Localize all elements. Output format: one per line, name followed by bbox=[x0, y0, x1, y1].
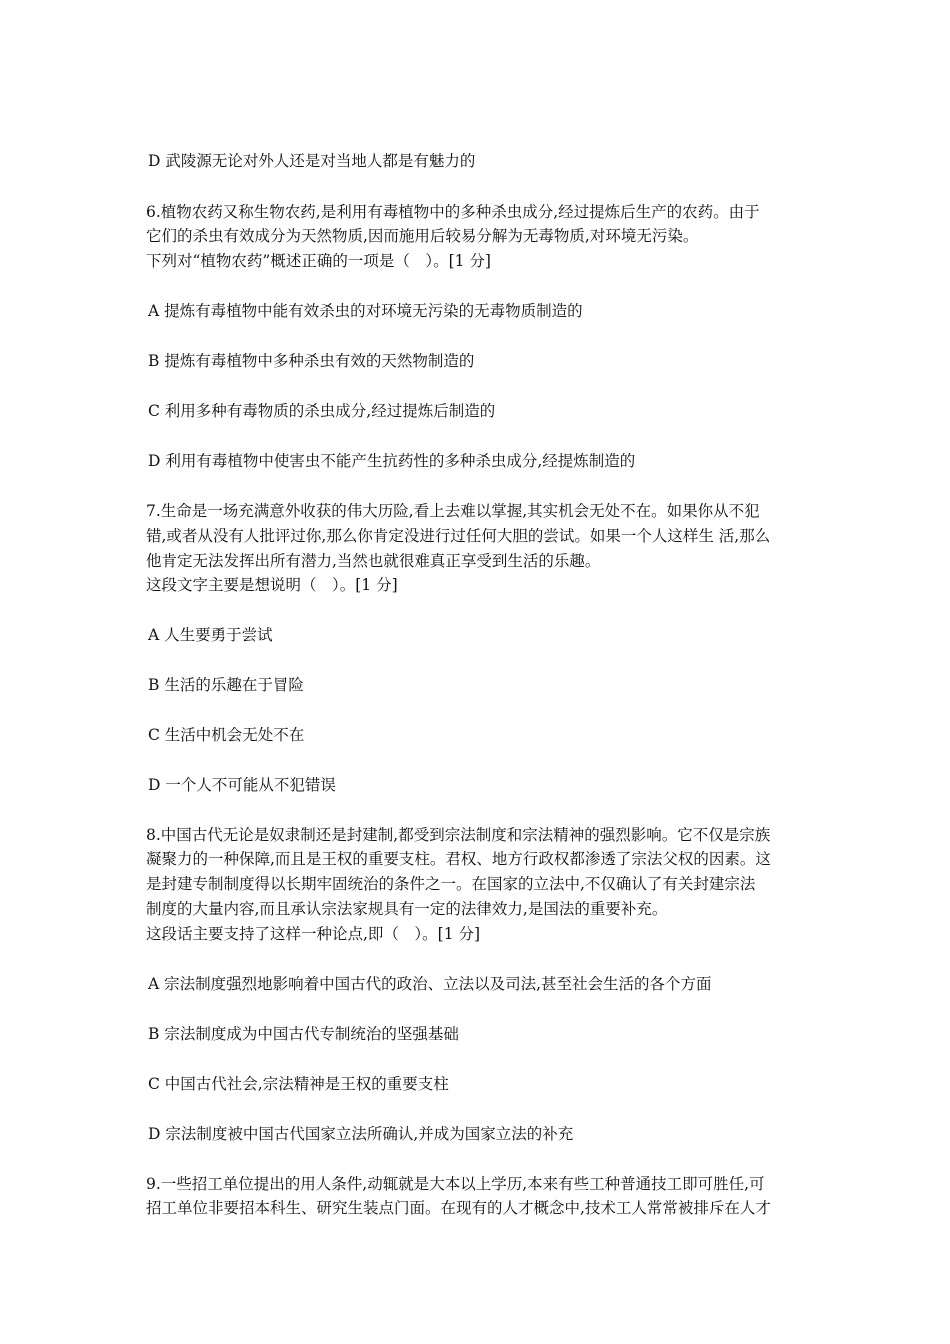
q7-option-a: A 人生要勇于尝试 bbox=[148, 626, 273, 644]
q7-option-b: B 生活的乐趣在于冒险 bbox=[148, 676, 304, 694]
q7-stem-line-2: 错,或者从没有人批评过你,那么你肯定没进行过任何大胆的尝试。如果一个人这样生 活,那么 bbox=[146, 527, 771, 545]
q8-stem-line-1: 8.中国古代无论是奴隶制还是封建制,都受到宗法制度和宗法精神的强烈影响。它不仅是宗族 bbox=[146, 826, 771, 844]
q8-stem-line-5: 这段话主要支持了这样一种论点,即（ ）。[1 分] bbox=[146, 925, 481, 943]
q8-stem-line-4: 制度的大量内容,而且承认宗法家规具有一定的法律效力,是国法的重要补充。 bbox=[146, 900, 668, 918]
q6-option-d: D 利用有毒植物中使害虫不能产生抗药性的多种杀虫成分,经提炼制造的 bbox=[148, 452, 636, 470]
q6-option-c: C 利用多种有毒物质的杀虫成分,经过提炼后制造的 bbox=[148, 402, 496, 420]
q7-option-c: C 生活中机会无处不在 bbox=[148, 726, 305, 744]
q6-option-a: A 提炼有毒植物中能有效杀虫的对环境无污染的无毒物质制造的 bbox=[148, 302, 583, 320]
q8-option-c: C 中国古代社会,宗法精神是王权的重要支柱 bbox=[148, 1075, 449, 1093]
q8-stem-line-3: 是封建专制制度得以长期牢固统治的条件之一。在国家的立法中,不仅确认了有关封建宗法 bbox=[146, 875, 756, 893]
q8-option-d: D 宗法制度被中国古代国家立法所确认,并成为国家立法的补充 bbox=[148, 1125, 574, 1143]
q6-stem-line-1: 6.植物农药又称生物农药,是利用有毒植物中的多种杀虫成分,经过提炼后生产的农药。由于 bbox=[146, 203, 760, 221]
q8-stem-line-2: 凝聚力的一种保障,而且是王权的重要支柱。君权、地方行政权都渗透了宗法父权的因素。这 bbox=[146, 850, 771, 868]
q8-option-b: B 宗法制度成为中国古代专制统治的坚强基础 bbox=[148, 1025, 459, 1043]
q7-stem-line-3: 他肯定无法发挥出所有潜力,当然也就很难真正享受到生活的乐趣。 bbox=[146, 552, 601, 570]
q5-option-d: D 武陵源无论对外人还是对当地人都是有魅力的 bbox=[148, 152, 476, 170]
q8-option-a: A 宗法制度强烈地影响着中国古代的政治、立法以及司法,甚至社会生活的各个方面 bbox=[148, 975, 712, 993]
q6-stem-line-3: 下列对“植物农药”概述正确的一项是（ ）。[1 分] bbox=[146, 252, 491, 270]
q7-stem-line-4: 这段文字主要是想说明（ ）。[1 分] bbox=[146, 576, 398, 594]
q6-option-b: B 提炼有毒植物中多种杀虫有效的天然物制造的 bbox=[148, 352, 475, 370]
q7-option-d: D 一个人不可能从不犯错误 bbox=[148, 776, 336, 794]
q9-stem-line-2: 招工单位非要招本科生、研究生装点门面。在现有的人才概念中,技术工人常常被排斥在人才 bbox=[146, 1199, 771, 1217]
q9-stem-line-1: 9.一些招工单位提出的用人条件,动辄就是大本以上学历,本来有些工种普通技工即可胜任,可 bbox=[146, 1175, 765, 1193]
q7-stem-line-1: 7.生命是一场充满意外收获的伟大历险,看上去难以掌握,其实机会无处不在。如果你从不犯 bbox=[146, 502, 760, 520]
q6-stem-line-2: 它们的杀虫有效成分为天然物质,因而施用后较易分解为无毒物质,对环境无污染。 bbox=[146, 227, 699, 245]
